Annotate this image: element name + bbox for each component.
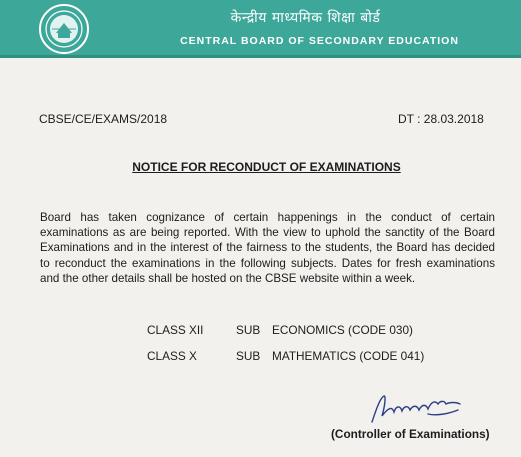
subject-row xyxy=(147,323,413,337)
signatory-title: (Controller of Examinations) xyxy=(331,427,490,441)
subject-sub-label: SUB xyxy=(236,323,261,337)
subject-class: CLASS X xyxy=(147,349,197,363)
subject-row xyxy=(147,349,424,363)
notice-date: DT : 28.03.2018 xyxy=(398,112,484,126)
hindi-board-name: केन्द्रीय माध्यमिक शिक्षा बोर्ड xyxy=(230,10,381,26)
english-board-name: CENTRAL BOARD OF SECONDARY EDUCATION xyxy=(180,35,459,47)
reference-number: CBSE/CE/EXAMS/2018 xyxy=(39,112,168,126)
subject-name: MATHEMATICS (CODE 041) xyxy=(272,349,425,363)
subject-sub-label: SUB xyxy=(236,349,261,363)
signature-image xyxy=(366,392,476,426)
notice-body: Board has taken cognizance of certain happenings in the conduct of certain examinations as are being reported. With the view to uphold the sanctity of the Board Examinations and in the interest of the fairness to the students, the Board has decided to reconduct the examinations in the following subjects. Dates for fresh examinations and the other details shall be hosted on the CBSE website within a week. xyxy=(40,211,495,285)
header-banner xyxy=(0,0,521,58)
subject-name: ECONOMICS (CODE 030) xyxy=(272,323,413,337)
notice-title: NOTICE FOR RECONDUCT OF EXAMINATIONS xyxy=(132,160,401,174)
subject-class: CLASS XII xyxy=(147,323,204,337)
